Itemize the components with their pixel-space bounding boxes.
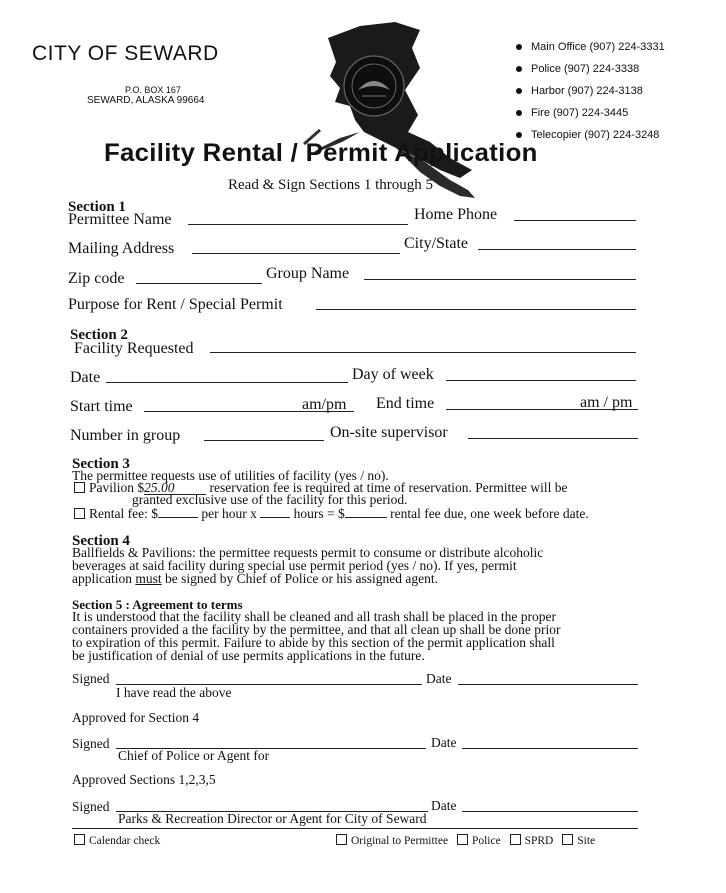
utilities-request-text: The permittee requests use of utilities of facility (yes / no).: [72, 468, 389, 483]
police-sign-date-field[interactable]: [462, 748, 638, 749]
calendar-check[interactable]: Calendar check: [74, 834, 160, 847]
permittee-sign-date-field[interactable]: [458, 684, 638, 685]
end-time-label: End time: [376, 395, 435, 412]
original-check[interactable]: Original to Permittee: [336, 835, 448, 847]
section3-heading: Section 3: [72, 456, 130, 472]
section5-text-line2: containers provided a the facility by the permittee, and that all clean up shall be done prior: [72, 622, 561, 637]
group-name-field[interactable]: [364, 279, 636, 280]
number-in-group-label: Number in group: [70, 427, 181, 444]
home-phone-field[interactable]: [514, 220, 636, 221]
bullet-icon: [516, 132, 522, 138]
date-label-1: Date: [426, 671, 452, 686]
pavilion-fee-field[interactable]: 25.00: [144, 481, 206, 495]
city-name: CITY OF SEWARD: [32, 42, 219, 65]
start-ampm-label: am/pm: [302, 396, 347, 413]
pavilion-exclusive-text: granted exclusive use of the facility for this period.: [132, 492, 408, 507]
contact-item: Main Office (907) 224-3331: [516, 36, 665, 58]
distribution-checks: [336, 834, 595, 847]
site-checkbox[interactable]: [562, 834, 573, 845]
rental-fee-row: Rental fee: $ per hour x hours = $ rental fee due, one week before date.: [74, 507, 589, 520]
zip-code-label: Zip code: [68, 270, 125, 287]
approved-section4-label: Approved for Section 4: [72, 710, 200, 725]
section4-text-line2: beverages at said facility during special use permit period (yes / no). If yes, permit: [72, 558, 517, 573]
po-box: P.O. BOX 167: [125, 85, 181, 95]
zip-code-field[interactable]: [136, 283, 262, 284]
onsite-supervisor-field[interactable]: [468, 438, 638, 439]
contact-item: Fire (907) 224-3445: [516, 102, 665, 124]
purpose-label: Purpose for Rent / Special Permit: [68, 296, 283, 313]
form-subtitle: Read & Sign Sections 1 through 5: [228, 177, 433, 193]
section5-text-line3: to expiration of this permit. Failure to abide by this section of the permit application shall: [72, 635, 555, 650]
section4-text-line3: application must be signed by Chief of Police or his assigned agent.: [72, 571, 438, 586]
section5-text-line1: It is understood that the facility shall be cleaned and all trash shall be placed in the proper: [72, 609, 556, 624]
day-of-week-field[interactable]: [446, 380, 636, 381]
start-time-label: Start time: [70, 398, 133, 415]
mailing-address-label: Mailing Address: [68, 240, 175, 257]
parks-caption: Parks & Recreation Director or Agent for City of Seward: [118, 811, 427, 826]
city-state-field[interactable]: [478, 249, 636, 250]
end-ampm-label: am / pm: [580, 394, 633, 411]
original-checkbox[interactable]: [336, 834, 347, 845]
chief-caption: Chief of Police or Agent for: [118, 748, 270, 763]
site-check[interactable]: Site: [562, 835, 595, 847]
bullet-icon: [516, 44, 522, 50]
bullet-icon: [516, 110, 522, 116]
footer-rule: [72, 828, 638, 829]
form-title: Facility Rental / Permit Application: [104, 139, 538, 167]
bullet-icon: [516, 66, 522, 72]
section5-text-line4: be justification of denial of use permits applications in the future.: [72, 648, 425, 663]
parks-sign-date-field[interactable]: [462, 811, 638, 812]
section4-text-line1: Ballfields & Pavilions: the permittee requests permit to consume or distribute alcoholic: [72, 545, 544, 560]
date-label: Date: [70, 369, 101, 386]
section1-heading: Section 1: [68, 199, 126, 215]
sprd-check[interactable]: SPRD: [510, 835, 554, 847]
section5-heading: Section 5 : Agreement to terms: [72, 597, 243, 612]
contact-item: Telecopier (907) 224-3248: [516, 124, 665, 146]
purpose-field[interactable]: [316, 309, 636, 310]
contact-item: Harbor (907) 224-3138: [516, 80, 665, 102]
home-phone-label: Home Phone: [414, 206, 498, 223]
signed-label-1: Signed: [72, 671, 110, 686]
signed-label-2: Signed: [72, 736, 110, 751]
police-checkbox[interactable]: [457, 834, 468, 845]
facility-requested-field[interactable]: [210, 352, 636, 353]
hourly-rate-field[interactable]: [158, 517, 198, 518]
total-fee-field[interactable]: [345, 517, 387, 518]
calendar-checkbox[interactable]: [74, 834, 85, 845]
date-field[interactable]: [106, 382, 348, 383]
facility-requested-label: Facility Requested: [74, 340, 194, 357]
contact-list: [516, 36, 665, 146]
pavilion-row: Pavilion $25.00 reservation fee is required at time of reservation. Permittee will be: [74, 481, 568, 495]
sprd-checkbox[interactable]: [510, 834, 521, 845]
signed-label-3: Signed: [72, 799, 110, 814]
section2-heading: Section 2: [70, 327, 128, 343]
approved-sections-label: Approved Sections 1,2,3,5: [72, 772, 216, 787]
group-name-label: Group Name: [266, 265, 350, 282]
rental-fee-checkbox[interactable]: [74, 508, 85, 519]
contact-item: Police (907) 224-3338: [516, 58, 665, 80]
bullet-icon: [516, 88, 522, 94]
hours-field[interactable]: [260, 517, 290, 518]
read-above-caption: I have read the above: [116, 685, 232, 700]
city-address: SEWARD, ALASKA 99664: [87, 95, 205, 106]
day-of-week-label: Day of week: [352, 366, 434, 383]
city-state-label: City/State: [404, 235, 468, 252]
section4-heading: Section 4: [72, 533, 130, 549]
police-check[interactable]: Police: [457, 835, 501, 847]
onsite-supervisor-label: On-site supervisor: [330, 424, 448, 441]
pavilion-checkbox[interactable]: [74, 482, 85, 493]
mailing-address-field[interactable]: [192, 253, 400, 254]
number-in-group-field[interactable]: [204, 440, 324, 441]
permittee-name-field[interactable]: [188, 224, 408, 225]
date-label-2: Date: [431, 735, 457, 750]
date-label-3: Date: [431, 798, 457, 813]
permittee-name-label: Permittee Name: [68, 211, 172, 228]
